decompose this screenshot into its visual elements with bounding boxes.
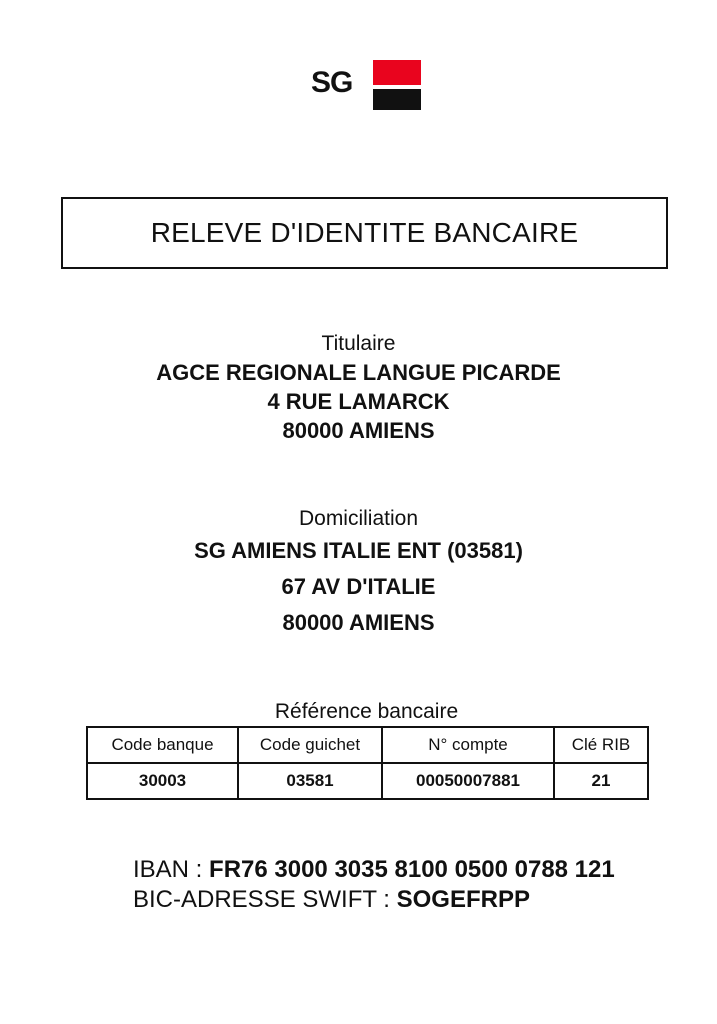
iban-value: FR76 3000 3035 8100 0500 0788 121 bbox=[209, 856, 615, 883]
rib-value-row bbox=[87, 763, 648, 799]
bic-label: BIC-ADRESSE SWIFT : bbox=[133, 886, 397, 913]
bic-line bbox=[133, 885, 615, 915]
domiciliation-street: 67 AV D'ITALIE bbox=[281, 574, 436, 599]
iban-label: IBAN : bbox=[133, 856, 210, 883]
titulaire-section bbox=[0, 330, 717, 445]
iban-bic-section bbox=[133, 855, 615, 915]
logo-mark-icon bbox=[373, 60, 421, 110]
titulaire-city: 80000 AMIENS bbox=[282, 418, 435, 443]
domiciliation-agency: SG AMIENS ITALIE ENT (03581) bbox=[194, 538, 523, 563]
logo-mark-red bbox=[373, 60, 421, 85]
document-title-box bbox=[61, 197, 668, 269]
sg-logo bbox=[311, 60, 423, 112]
document-title: RELEVE D'IDENTITE BANCAIRE bbox=[150, 217, 579, 248]
rib-header-row bbox=[87, 727, 648, 763]
value-code-banque: 30003 bbox=[87, 763, 238, 799]
header-numero-compte: N° compte bbox=[382, 727, 554, 763]
bic-value: SOGEFRPP bbox=[396, 886, 530, 913]
domiciliation-label: Domiciliation bbox=[298, 507, 419, 530]
header-cle-rib: Clé RIB bbox=[554, 727, 648, 763]
reference-label: Référence bancaire bbox=[274, 700, 459, 723]
iban-line bbox=[133, 855, 615, 885]
value-cle-rib: 21 bbox=[554, 763, 648, 799]
titulaire-label: Titulaire bbox=[321, 332, 396, 355]
value-code-guichet: 03581 bbox=[238, 763, 382, 799]
domiciliation-city: 80000 AMIENS bbox=[282, 610, 435, 635]
logo-mark-black bbox=[373, 89, 421, 110]
titulaire-street: 4 RUE LAMARCK bbox=[267, 389, 450, 414]
header-code-banque: Code banque bbox=[87, 727, 238, 763]
header-code-guichet: Code guichet bbox=[238, 727, 382, 763]
titulaire-name: AGCE REGIONALE LANGUE PICARDE bbox=[156, 360, 561, 385]
logo-text: SG bbox=[311, 66, 353, 99]
value-numero-compte: 00050007881 bbox=[382, 763, 554, 799]
domiciliation-section bbox=[0, 505, 717, 641]
rib-table bbox=[86, 726, 649, 800]
